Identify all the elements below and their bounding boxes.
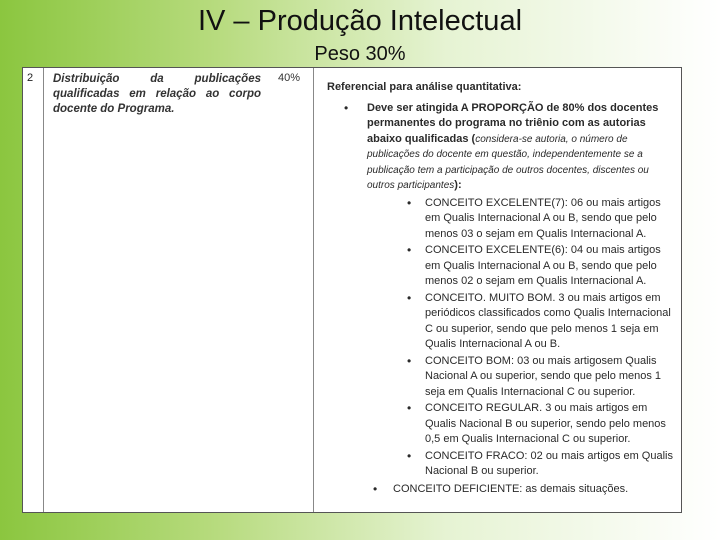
requirement-italic-note: considera-se autoria, o número de publicações do docente em questão, independentemente se a publicação tem a participação de outros docentes, discentes ou outros participantes [367,133,649,191]
criterion-weight: 40% [278,72,301,84]
concept-item: • CONCEITO BOM: 03 ou mais artigosem Qualis Nacional A ou superior, sendo que pelo menos 1 seja em Qualis Internacional C ou superior. [367,354,677,401]
concept-list [367,196,677,480]
concept-item: • CONCEITO REGULAR. 3 ou mais artigos em Qualis Nacional B ou superior, sendo pelo menos 0,5 em Qualis Internacional C ou superior. [367,401,677,448]
column-divider [313,68,314,512]
concept-item: • CONCEITO FRACO: 02 ou mais artigos em Qualis Nacional B ou superior. [367,449,677,480]
slide-subtitle: Peso 30% [314,43,406,65]
reference-column [327,80,677,497]
requirement-end: ): [454,179,462,191]
column-divider [43,68,44,512]
concept-item-deficiente: • CONCEITO DEFICIENTE: as demais situações. [327,482,677,498]
proportion-requirement [327,101,677,480]
concept-item: • CONCEITO EXCELENTE(6): 04 ou mais artigos em Qualis Internacional A ou B, sendo que pelo menos 02 o sejam em Qualis Internacional A. [367,243,677,290]
requirement-bold-text: Deve ser atingida A PROPORÇÃO de 80% dos docentes permanentes do programa no triênio com as autorias abaixo qualificadas ( [367,101,659,145]
concept-item: • CONCEITO EXCELENTE(7): 06 ou mais artigos em Qualis Internacional A ou B, sendo que pelo menos 03 o sejam em Qualis Internacional A. [367,196,677,243]
concept-item: • CONCEITO. MUITO BOM. 3 ou mais artigos em periódicos classificados como Qualis Internacional C ou superior, sendo que pelo menos 1 seja em Qualis Internacional A ou B. [367,291,677,353]
slide-title: IV – Produção Intelectual [197,5,523,37]
reference-heading: Referencial para análise quantitativa: [327,81,522,93]
criterion-text: Distribuição da publicações qualificadas em relação ao corpo docente do Programa. [53,73,261,115]
criteria-table [22,67,682,513]
reference-list [327,101,677,498]
row-number: 2 [27,72,34,84]
